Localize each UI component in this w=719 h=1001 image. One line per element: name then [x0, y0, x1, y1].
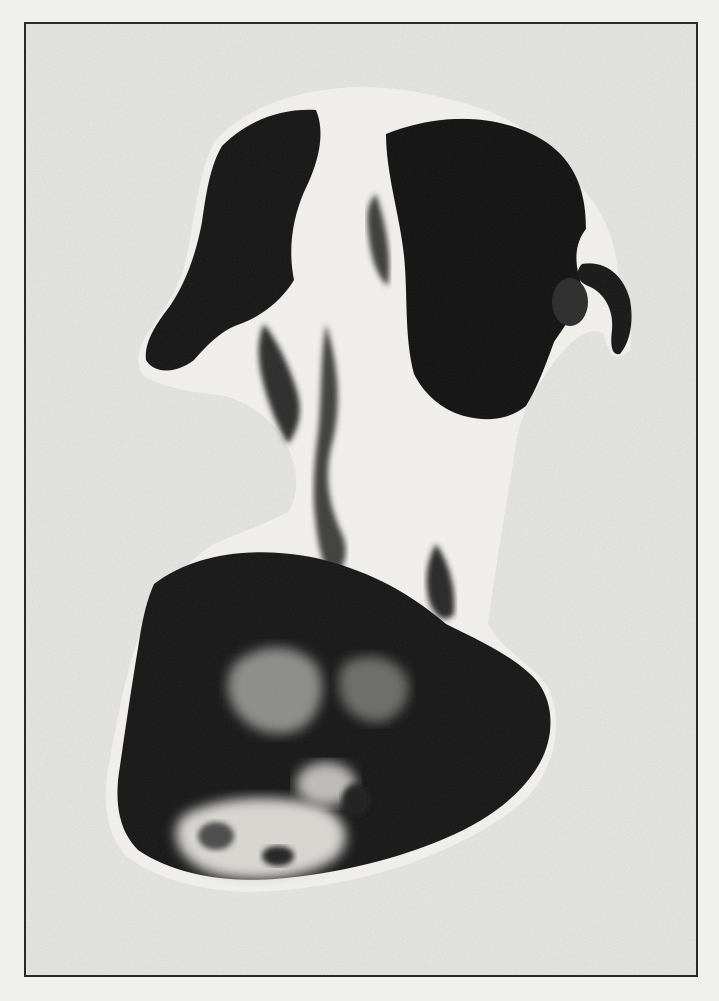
photo-plate-frame — [24, 22, 698, 977]
bone-specimen-photograph — [26, 24, 696, 975]
